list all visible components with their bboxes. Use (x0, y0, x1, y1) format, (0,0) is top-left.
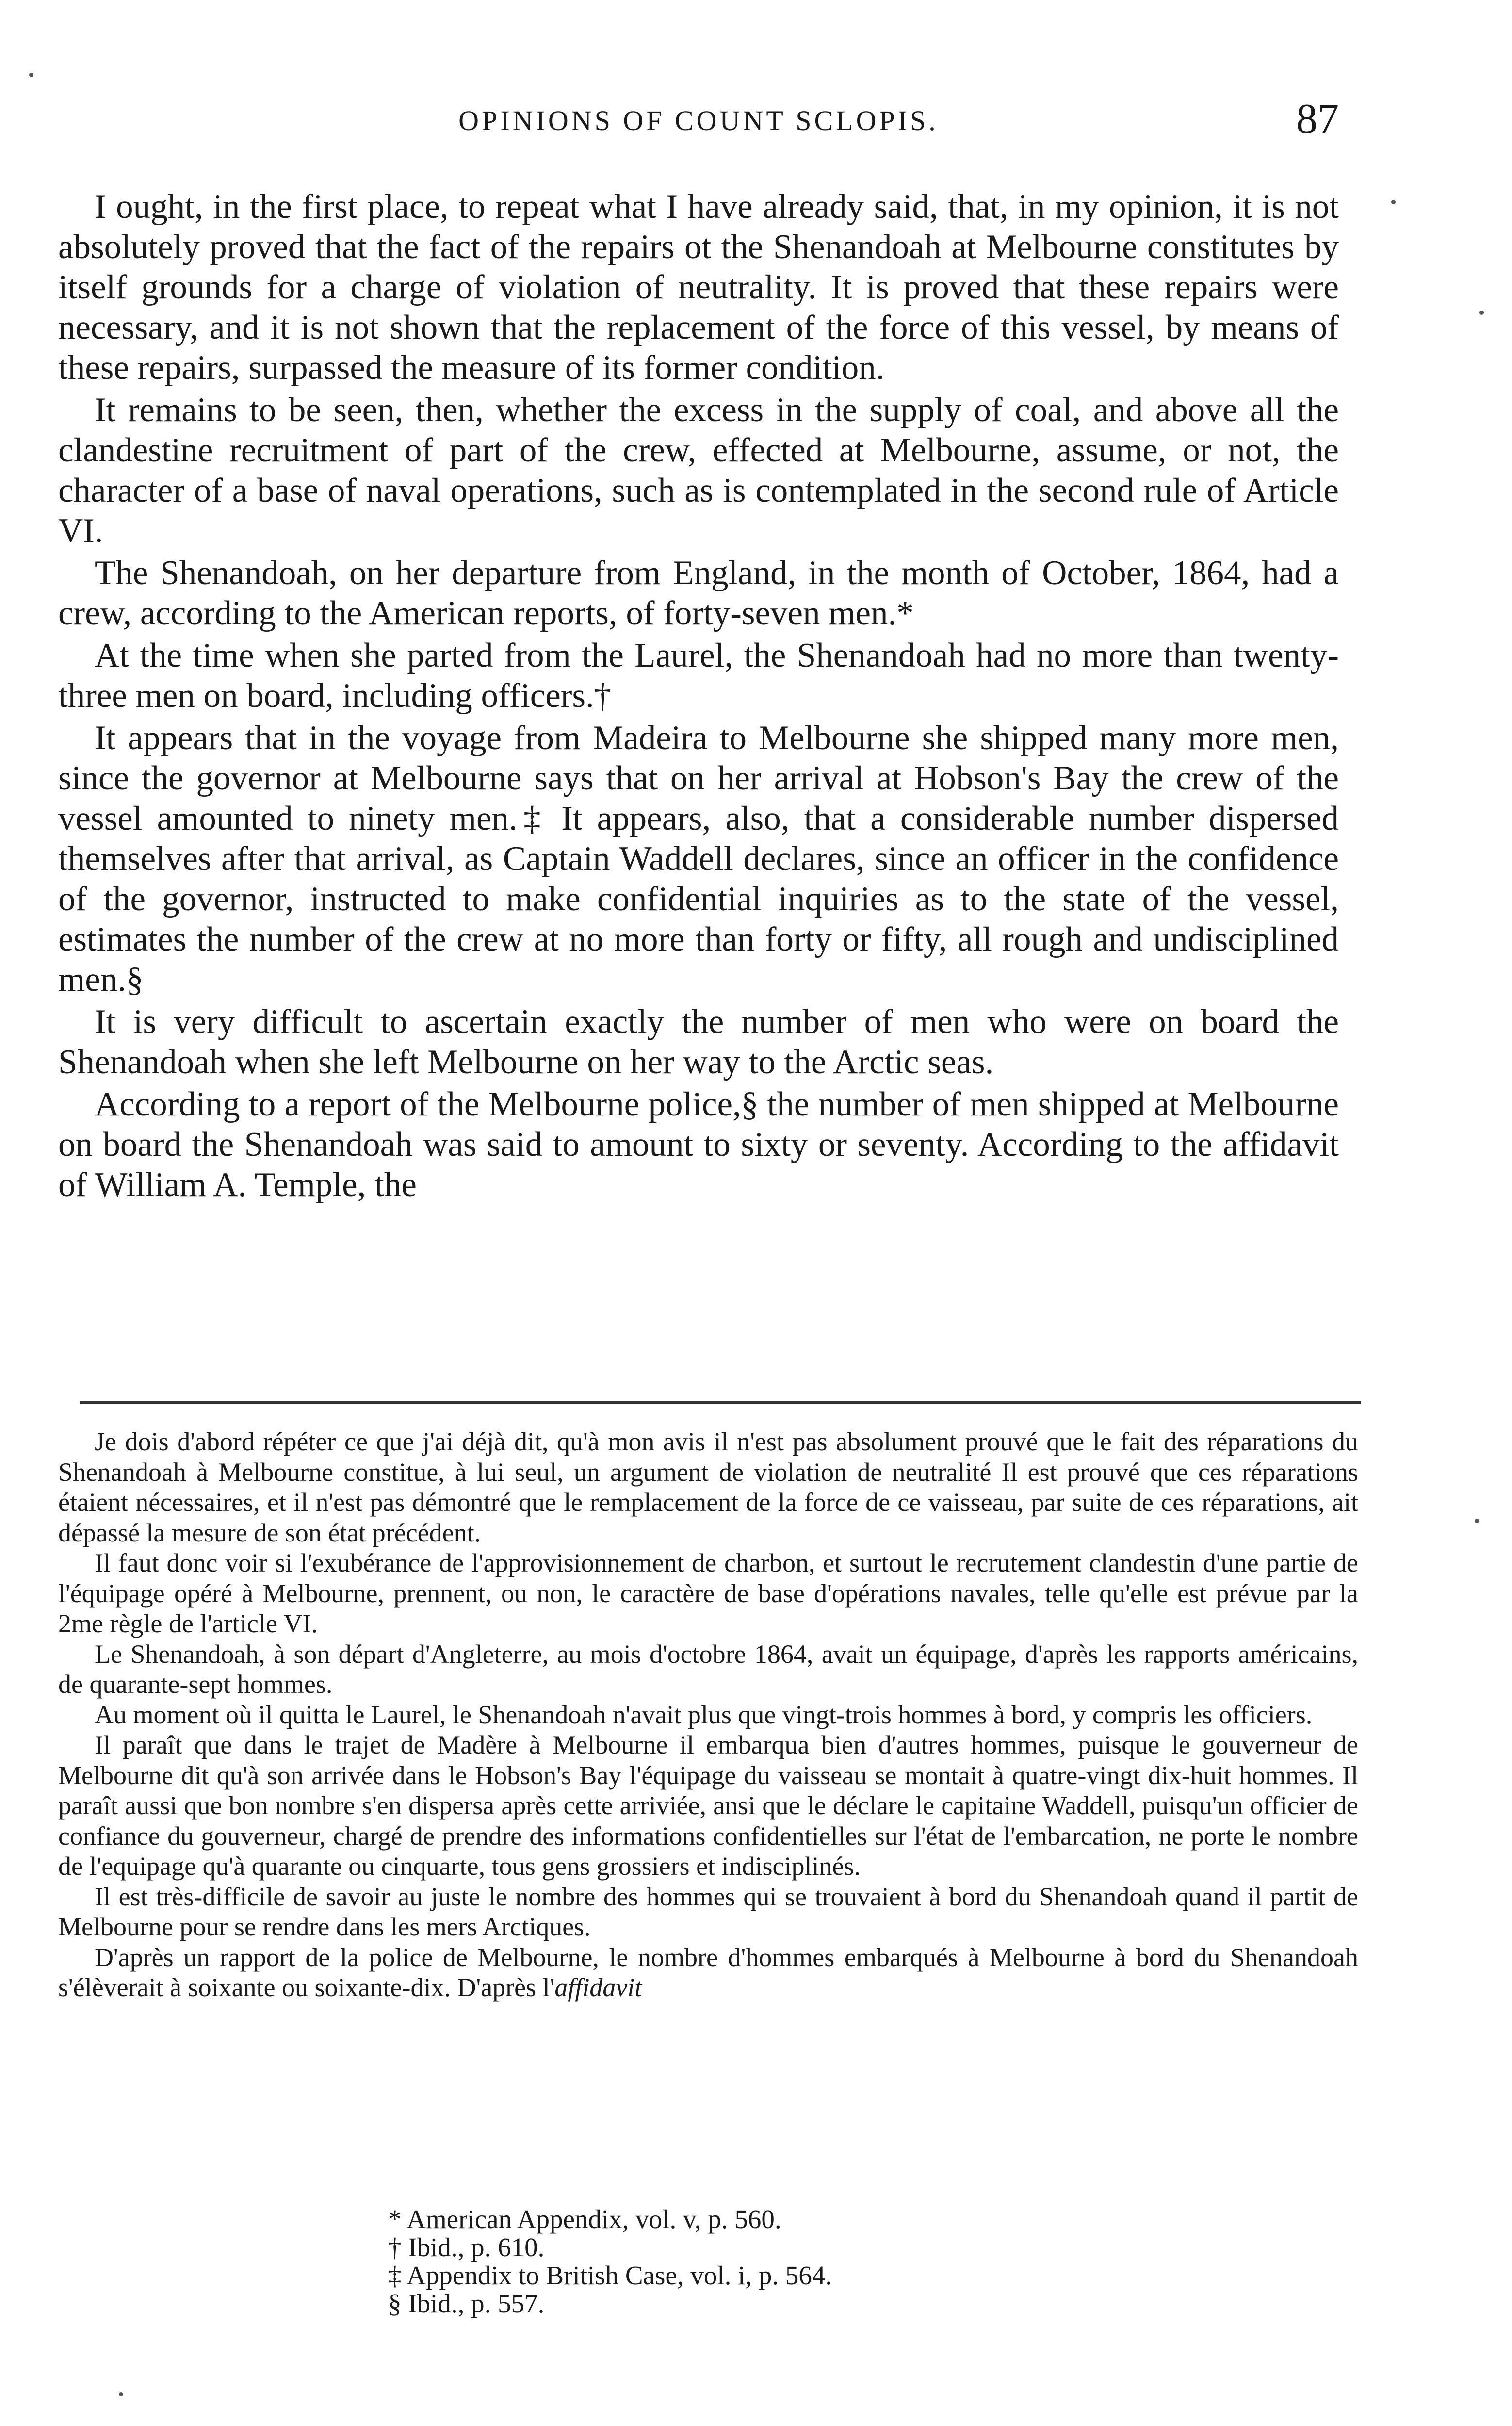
main-paragraph: It appears that in the voyage from Madeira to Melbourne she shipped many more men, since the governor at Melbourne says that on her arrival at Hobson's Bay the crew of the vessel amounted to ninety men.‡ It appears, also, that a considerable number dispersed themselves after that arrival, as Captain Waddell declares, since an officer in the confidence of the governor, instructed to make confidential inquiries as to the state of the vessel, estimates the number of the crew at no more than forty or fifty, all rough and undisciplined men.§ (58, 719, 1339, 999)
main-paragraph: It remains to be seen, then, whether the excess in the supply of coal, and above all the clandestine recruitment of part of the crew, effected at Melbourne, assume, or not, the character of a base of naval operations, such as is contemplated in the second rule of Article VI. (58, 391, 1339, 550)
footnote: † Ibid., p. 610. (388, 2232, 545, 2262)
french-last-text: D'après un rapport de la police de Melbourne, le nombre d'hommes embarqués à Melbourne à bord du Shenandoah s'élèverait à soixante ou soixante-dix. D'après l' (58, 1942, 1358, 2002)
main-paragraph: It is very difficult to ascertain exactly the number of men who were on board the Shenandoah when she left Melbourne on her way to the Arctic seas. (58, 1003, 1339, 1081)
footnote: * American Appendix, vol. v, p. 560. (388, 2204, 781, 2234)
main-paragraph: The Shenandoah, on her departure from England, in the month of October, 1864, had a crew, according to the American reports, of forty-seven men.* (58, 554, 1339, 632)
scan-speck (29, 73, 33, 77)
french-paragraph: Il paraît que dans le trajet de Madère à Melbourne il embarqua bien d'autres hommes, puisque le gouverneur de Melbourne dit qu'à son arrivée dans le Hobson's Bay l'équipage du vaisseau se montait à quatre-vingt dix-huit hommes. Il paraît aussi que bon nombre s'en dispersa après cette arriviée, ansi que le déclare le capitaine Waddell, puisqu'un officier de confiance du gouverneur, chargé de prendre des informations confidentielles sur l'état de l'embarcation, ne porte le nombre de l'equipage qu'à quarante ou cinquarte, tous gens grossiers et indisciplinés. (58, 1730, 1358, 1881)
french-paragraph: Le Shenandoah, à son départ d'Angleterre, au mois d'octobre 1864, avait un équipage, d'après les rapports américains, de quarante-sept hommes. (58, 1639, 1358, 1699)
page-number: 87 (1296, 96, 1339, 143)
main-paragraph: I ought, in the first place, to repeat what I have already said, that, in my opinion, it is not absolutely proved that the fact of the repairs ot the Shenandoah at Melbourne constitutes by itself grounds for a charge of violation of neutrality. It is proved that these repairs were necessary, and it is not shown that the replacement of the force of this vessel, by means of these repairs, surpassed the measure of its former condition. (58, 188, 1339, 387)
main-paragraph: According to a report of the Melbourne police,§ the number of men shipped at Melbourne on board the Shenandoah was said to amount to sixty or seventy. According to the affidavit of William A. Temple, the (58, 1085, 1339, 1204)
scan-speck (1391, 200, 1396, 204)
section-divider (80, 1401, 1361, 1404)
french-paragraph-last (58, 1942, 1358, 2003)
french-paragraph: Au moment où il quitta le Laurel, le Shenandoah n'avait plus que vingt-trois hommes à bord, y compris les officiers. (95, 1700, 1313, 1729)
main-paragraph: At the time when she parted from the Laurel, the Shenandoah had no more than twenty-three men on board, including officers.† (58, 637, 1339, 715)
page-header (58, 95, 1339, 153)
main-text (58, 187, 1339, 1207)
footnote: ‡ Appendix to British Case, vol. i, p. 564. (388, 2261, 832, 2290)
footnotes (388, 2205, 1261, 2318)
running-title: OPINIONS OF COUNT SCLOPIS. (458, 105, 939, 136)
footnote: § Ibid., p. 557. (388, 2289, 545, 2318)
scan-speck (1479, 311, 1484, 315)
french-paragraph: Il est très-difficile de savoir au juste le nombre des hommes qui se trouvaient à bord du Shenandoah quand il partit de Melbourne pour se rendre dans les mers Arctiques. (58, 1882, 1358, 1941)
scan-speck (119, 2392, 123, 2396)
scan-speck (1475, 1519, 1479, 1523)
french-paragraph: Je dois d'abord répéter ce que j'ai déjà dit, qu'à mon avis il n'est pas absolument prouvé que le fait des réparations du Shenandoah à Melbourne constitue, à lui seul, un argument de violation de neutralité Il est prouvé que ces réparations étaient nécessaires, et il n'est pas démontré que le remplacement de la force de ce vaisseau, par suite de ces réparations, ait dépassé la mesure de son état précédent. (58, 1427, 1358, 1547)
french-italic-word: affidavit (554, 1973, 642, 2002)
french-original-text (58, 1426, 1358, 2003)
french-paragraph: Il faut donc voir si l'exubérance de l'approvisionnement de charbon, et surtout le recrutement clandestin d'une partie de l'équipage opéré à Melbourne, prennent, ou non, le caractère de base d'opérations navales, telle qu'elle est prévue par la 2me règle de l'article VI. (58, 1548, 1358, 1638)
